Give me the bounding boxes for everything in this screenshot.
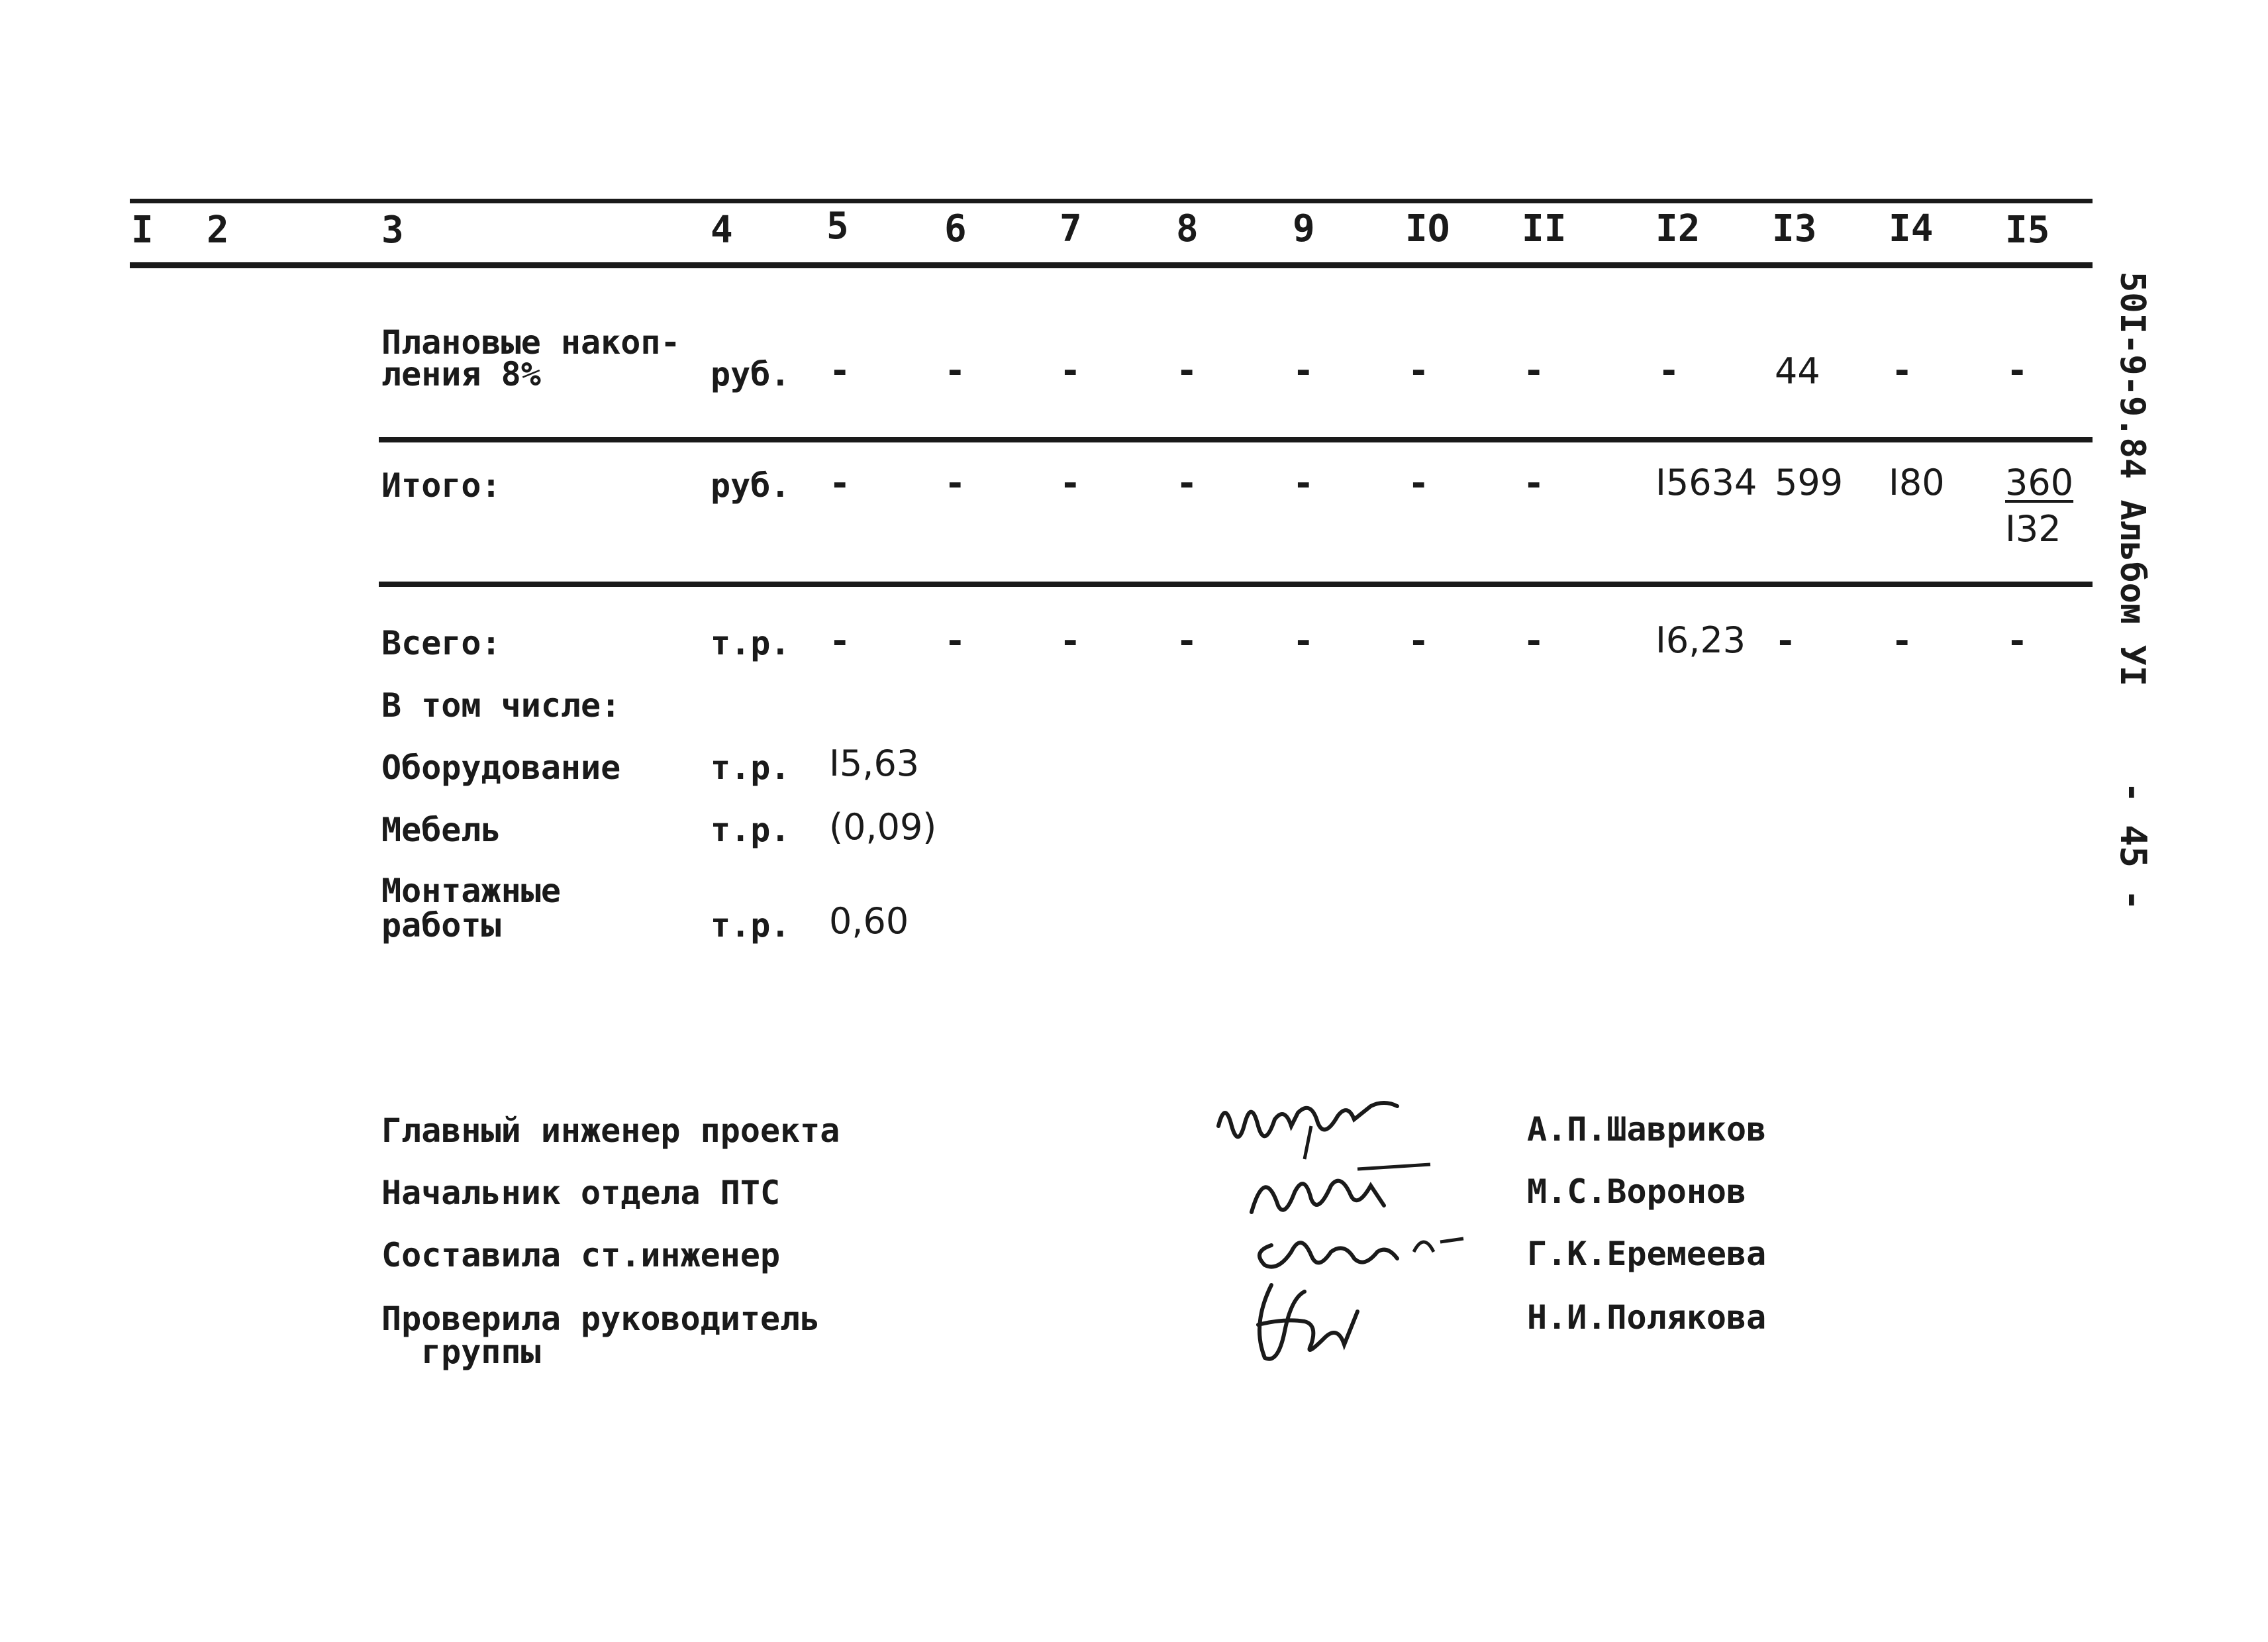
cell-dash: - — [1408, 620, 1430, 662]
cell-dash: - — [1775, 620, 1797, 662]
column-header: 2 — [207, 209, 229, 252]
row-unit: т.р. — [711, 748, 791, 787]
column-header: 9 — [1293, 207, 1315, 250]
column-header: 6 — [944, 207, 967, 250]
cell-dash: - — [1658, 350, 1680, 391]
cell-dash: - — [1176, 462, 1198, 504]
row-label: Всего: — [381, 624, 501, 662]
cell-value: I80 — [1889, 462, 1945, 503]
signature-name: А.П.Шавриков — [1527, 1110, 1767, 1149]
cell-dash: - — [1408, 462, 1430, 504]
column-header: II — [1522, 207, 1567, 250]
cell-value: I5634 — [1655, 462, 1757, 503]
cell-value: 0,60 — [829, 900, 909, 942]
cell-dash: - — [1060, 462, 1081, 504]
cell-fraction-top: 360 — [2005, 462, 2074, 503]
cell-dash: - — [1891, 350, 1913, 391]
column-header: 7 — [1060, 207, 1082, 250]
cell-dash: - — [829, 350, 851, 391]
row-divider-1 — [379, 437, 2093, 442]
column-header: I4 — [1889, 207, 1934, 250]
signature-role: Главный инженер проекта — [381, 1111, 840, 1150]
column-header: 5 — [826, 205, 849, 248]
signature-name: М.С.Воронов — [1527, 1172, 1747, 1211]
row-label: Плановые накоп- — [381, 323, 681, 362]
row-unit: т.р. — [711, 624, 791, 662]
cell-dash: - — [829, 462, 851, 504]
cell-dash: - — [1060, 350, 1081, 391]
row-label: работы — [381, 906, 501, 945]
column-header: 3 — [381, 209, 404, 252]
row-unit: руб. — [711, 466, 791, 505]
cell-dash: - — [1293, 462, 1314, 504]
column-header: I5 — [2005, 209, 2050, 252]
cell-dash: - — [1293, 350, 1314, 391]
cell-dash: - — [1060, 620, 1081, 662]
handwritten-signature — [1245, 1272, 1377, 1374]
cell-value: 44 — [1775, 350, 1820, 392]
cell-dash: - — [1293, 620, 1314, 662]
cell-dash: - — [1176, 620, 1198, 662]
row-label: Монтажные — [381, 872, 561, 910]
cell-dash: - — [944, 462, 966, 504]
handwritten-signature — [1245, 1153, 1444, 1228]
column-header: IO — [1405, 207, 1450, 250]
cell-dash: - — [1523, 462, 1545, 504]
row-unit: т.р. — [711, 811, 791, 849]
signature-role: Начальник отдела ПТС — [381, 1174, 781, 1212]
cell-dash: - — [2006, 350, 2028, 391]
column-header: I2 — [1655, 207, 1701, 250]
row-label: ления 8% — [381, 355, 541, 393]
cell-value: I6,23 — [1655, 619, 1746, 661]
cell-dash: - — [1408, 350, 1430, 391]
column-header: 8 — [1176, 207, 1199, 250]
cell-dash: - — [944, 620, 966, 662]
cell-dash: - — [944, 350, 966, 391]
header-top-rule — [130, 199, 2093, 203]
including-label: В том числе: — [381, 686, 621, 725]
row-label: Итого: — [381, 466, 501, 505]
cell-value: 599 — [1775, 462, 1844, 503]
cell-dash: - — [2006, 620, 2028, 662]
column-header: I3 — [1772, 207, 1817, 250]
signature-role: Составила ст.инженер — [381, 1236, 781, 1274]
row-unit: т.р. — [711, 906, 791, 945]
cell-dash: - — [1891, 620, 1913, 662]
column-header: I — [131, 209, 154, 252]
row-unit: руб. — [711, 355, 791, 393]
cell-fraction-bottom: I32 — [2005, 508, 2061, 550]
signature-name: Г.К.Еремеева — [1527, 1235, 1767, 1273]
document-code: 50I-9-9.84 Альбом УI — [2112, 272, 2152, 687]
cell-value: I5,63 — [829, 743, 920, 784]
row-label: Мебель — [381, 811, 501, 849]
signature-role: группы — [421, 1333, 541, 1371]
column-header: 4 — [711, 209, 733, 252]
cell-dash: - — [1523, 350, 1545, 391]
header-bottom-rule — [130, 262, 2093, 268]
cell-dash: - — [1523, 620, 1545, 662]
signature-role: Проверила руководитель — [381, 1300, 820, 1338]
signature-name: Н.И.Полякова — [1527, 1298, 1767, 1337]
row-label: Оборудование — [381, 748, 621, 787]
row-divider-2 — [379, 582, 2093, 587]
cell-dash: - — [829, 620, 851, 662]
cell-value: (0,09) — [829, 806, 937, 848]
page-number: - 45 - — [2112, 782, 2154, 911]
cell-dash: - — [1176, 350, 1198, 391]
